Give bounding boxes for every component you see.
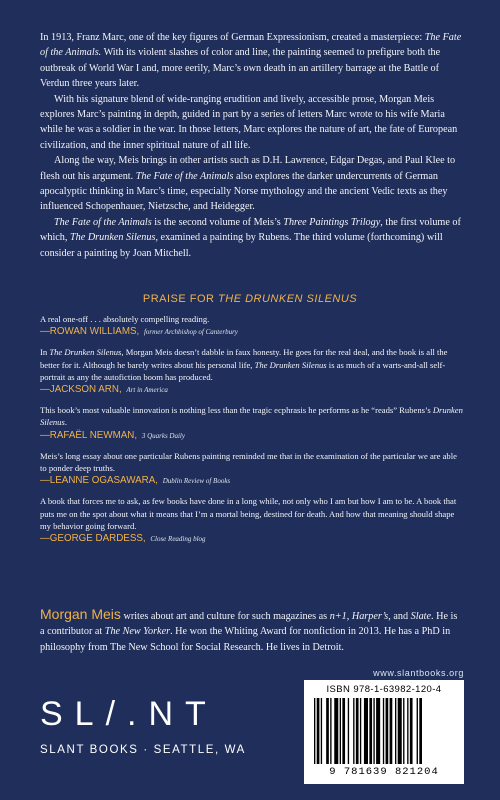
description-paragraph-4: The Fate of the Animals is the second volume of Meis’s Three Paintings Trilogy, the first volume of which, The Drunken Silenus, examined a painting by Rubens. The third volume (forthcoming) will consider a painting by Joan Mitchell.: [40, 216, 461, 259]
quote-2: In The Drunken Silenus, Morgan Meis doesn’t dabble in faux honesty. He goes for the real deal, and the book is all the better for it. Although he barely writes about his personal life, The Drunken Silenus is as much of a warts-and-all self-portrait as any the autofiction boom has produced. —JACKSON ARN, Art in America: [40, 347, 448, 396]
publisher-website: www.slantbooks.org: [373, 668, 464, 678]
praise-quotes: [40, 313, 464, 553]
author-name: Morgan Meis: [40, 606, 121, 622]
description-paragraph-1: In 1913, Franz Marc, one of the key figures of German Expressionism, created a masterpiece: The Fate of the Animals. With its violent slashes of color and line, the painting seemed to prefigure both the outbreak of World War I and, more eerily, Marc’s own death in an artillery barrage at the Battle of Verdun three years later.: [40, 32, 462, 90]
description-paragraph-2: With his signature blend of wide-ranging erudition and lively, accessible prose, Morgan Meis explores Marc’s painting in depth, guided in part by a series of letters Marc wrote to his wife Maria while he was a soldier in the war. In those letters, Marc explores the nature of art, the fate of European civilization, and the inner spiritual nature of all life.: [40, 93, 458, 151]
quote-author: —ROWAN WILLIAMS: [40, 326, 137, 338]
quote-author: —JACKSON ARN: [40, 384, 119, 396]
barcode-bars: [312, 698, 456, 766]
quote-source: Art in America: [126, 386, 168, 395]
quote-3: This book’s most valuable innovation is nothing less than the tragic ecphrasis he performs as he “reads” Rubens’s Drunken Silenus. —RAFAËL NEWMAN, 3 Quarks Daily: [40, 405, 463, 441]
isbn-label: ISBN 978-1-63982-120-4: [326, 684, 442, 695]
quote-5: A book that forces me to ask, as few books have done in a long while, not only who I am but how I am to be. A book that puts me on the spot about what it means that I’m a mortal being, destined for death. And how that meaning should shape my behavior going forward. —GEORGE DARDESS, Close Reading blog: [40, 496, 457, 545]
quote-source: former Archbishop of Canterbury: [143, 328, 238, 337]
author-bio: Morgan Meis writes about art and culture for such magazines as n+1, Harper’s, and Slate. He is a contributor at The New Yorker. He won the Whiting Award for nonfiction in 2013. He has a PhD in philosophy from The New School for Social Research. He lives in Detroit.: [40, 606, 458, 653]
quote-source: Dublin Review of Books: [162, 477, 231, 486]
quote-author: —GEORGE DARDESS: [40, 533, 143, 545]
quote-4: Meis’s long essay about one particular Rubens painting reminded me that in the examination of the particular we are able to ponder deep truths. —LEANNE OGASAWARA, Dublin Review of Books: [40, 450, 457, 487]
quote-1: A real one-off . . . absolutely compelling reading. —ROWAN WILLIAMS, former Archbishop of Canterbury: [40, 314, 238, 338]
quote-source: 3 Quarks Daily: [141, 431, 185, 440]
quote-author: —RAFAËL NEWMAN: [40, 429, 135, 441]
description-paragraph-3: Along the way, Meis brings in other artists such as D.H. Lawrence, Edgar Degas, and Paul Klee to flesh out his argument. The Fate of the Animals also explores the darker undercurrents of German apocalyptic thinking in Marc’s time, especially Norse mythology and the ancient Vedic texts as they influenced Schopenhauer, Nietzsche, and Heidegger.: [40, 155, 456, 213]
quote-source: Close Reading blog: [150, 535, 206, 544]
praise-heading: PRAISE FOR THE DRUNKEN SILENUS: [142, 293, 358, 305]
isbn-barcode: [304, 680, 464, 784]
slant-logo: SL/.NT: [40, 695, 218, 733]
book-description: [40, 30, 464, 261]
barcode-digits: 9 781639 821204: [329, 766, 439, 778]
quote-author: —LEANNE OGASAWARA: [40, 475, 156, 487]
publisher-line: SLANT BOOKS · SEATTLE, WA: [40, 744, 246, 756]
